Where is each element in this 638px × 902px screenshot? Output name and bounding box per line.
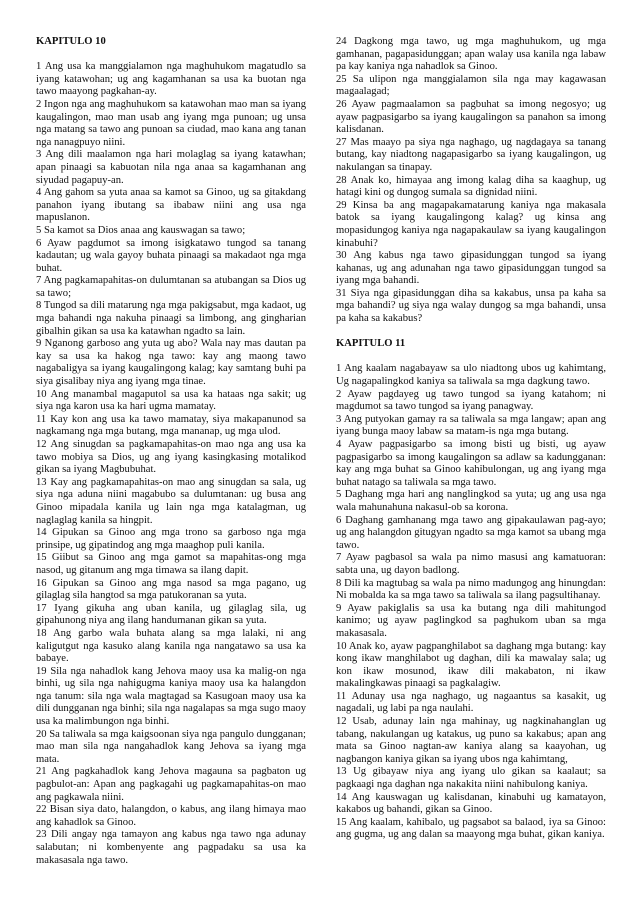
verse: 2 Ayaw pagdayeg ug tawo tungod sa iyang katahom; ni magdumot sa tawo tungod sa iyang panagway. — [336, 388, 606, 413]
verse: 27 Mas maayo pa siya nga naghago, ug nagdagaya sa tanang butang, kay niadtong nagapasigarbo sa iyang kaugalingon, ug nakulangan sa tinapay. — [336, 136, 606, 173]
verse: 15 Ang kaalam, kahibalo, ug pagsabot sa balaod, iya sa Ginoo: ang gugma, ug ang dalan sa maayong mga buhat, gikan kaniya. — [336, 816, 606, 841]
verse: 6 Daghang gamhanang mga tawo ang gipakaulawan pag-ayo; ug ang halangdon gitugyan ngadto sa mga kamot sa ubang mga tawo. — [336, 514, 606, 551]
verse: 13 Kay ang pagkamapahitas-on mao ang sinugdan sa sala, ug siya nga aduna niini magabubo sa dulumtanan: ug busa ang Ginoo mipadala kanila ug lain nga mga katalagman, ug naglaglag kanila sa hingpit. — [36, 476, 306, 526]
verse: 9 Nganong garboso ang yuta ug abo? Wala nay mas dautan pa kay sa usa ka hakog nga tawo: kay ang maong tawo nagabaligya sa iyang kaugalingong kalag; kay samtang buhi pa siya gisalibay niya ang iyang mga tinae. — [36, 338, 306, 388]
chapter-10-continued — [336, 36, 606, 326]
verse: 29 Kinsa ba ang magapakamatarung kaniya nga makasala batok sa iyang kaugalingong kalag? ug kinsa ang mopasidungog kaniya nga nagapakaulaw sa iyang kaugalingon kinabuhi? — [336, 199, 606, 249]
verse: 10 Anak ko, ayaw pagpanghilabot sa daghang mga butang: kay kong ikaw manghilabot ug daghan, dili ka mawalay sala; ug kon ikaw mosunod, ikaw dili makabaton, ni ikaw makalingkawas pinaagi sa pagkalagiw. — [336, 640, 606, 690]
verse: 26 Ayaw pagmaalamon sa pagbuhat sa imong negosyo; ug ayaw pagpasigarbo sa iyang kaugalingon sa panahon sa imong kalisdanan. — [336, 98, 606, 136]
verse: 23 Dili angay nga tamayon ang kabus nga tawo nga adunay salabutan; ni kombenyente ang pagpadaku sa usa ka makasasala nga tawo. — [36, 829, 306, 866]
verse: 18 Ang garbo wala buhata alang sa mga lalaki, ni ang kaligutgut nga kasuko alang kanila nga nangatawo sa usa ka babaye. — [36, 627, 306, 665]
verse: 14 Gipukan sa Ginoo ang mga trono sa garboso nga mga prinsipe, ug gipatindog ang mga maaghop puli kanila. — [36, 527, 306, 551]
verse: 10 Ang manambal magaputol sa usa ka hataas nga sakit; ug siya nga karon usa ka hari ugma mamatay. — [36, 388, 306, 413]
verse: 20 Sa taliwala sa mga kaigsoonan siya nga pangulo dungganan; mao man sila nga nangahadlok kang Jehova sa iyang mga mata. — [36, 728, 306, 765]
verse: 5 Daghang mga hari ang nanglingkod sa yuta; ug ang usa nga wala mahunahuna nakasul-ob sa korona. — [336, 489, 606, 513]
verse: 4 Ayaw pagpasigarbo sa imong bisti ug bisti, ug ayaw pagpasigarbo sa imong kaugalingon sa adlaw sa kadungganan: kay ang mga buhat sa Ginoo kahibulongan, ug ang iyang mga buhat natago sa taliwala sa mga tawo. — [336, 439, 606, 488]
chapter-11-heading: KAPITULO 11 — [336, 338, 406, 350]
verse: 7 Ang pagkamapahitas-on dulumtanan sa atubangan sa Dios ug sa tawo; — [36, 275, 306, 299]
verse: 28 Anak ko, himayaa ang imong kalag diha sa kaaghup, ug hatagi kini og dungog sumala sa dignidad niini. — [336, 174, 606, 199]
verse: 4 Ang gahom sa yuta anaa sa kamot sa Ginoo, ug sa gitakdang panahon iyang ibutang sa ibabaw niini ang usa nga mapuslanon. — [36, 187, 306, 224]
verse: 9 Ayaw pakiglalis sa usa ka butang nga dili mahitungod kanimo; ug ayaw paglingkod sa paghukom uban sa mga makasasala. — [336, 602, 606, 639]
verse: 22 Bisan siya dato, halangdon, o kabus, ang ilang himaya mao ang kahadlok sa Ginoo. — [36, 804, 306, 828]
verse: 13 Ug gibayaw niya ang iyang ulo gikan sa kaalaut; sa pagkaagi nga daghan nga nakakita niini nahibulong kaniya. — [336, 766, 606, 791]
right-column — [336, 36, 606, 866]
verse: 6 Ayaw pagdumot sa imong isigkatawo tungod sa tanang kadautan; ug wala gayoy buhata pinaagi sa makadaot nga mga buhat. — [36, 237, 306, 274]
verse: 1 Ang usa ka manggialamon nga maghuhukom magatudlo sa iyang katawohan; ug ang kagamhanan sa usa ka buotan nga tawo maayong pagkahan-ay. — [36, 61, 306, 98]
verse: 25 Sa ulipon nga manggialamon sila nga may kagawasan magaalagad; — [336, 73, 606, 98]
verse: 3 Ang dili maalamon nga hari molaglag sa iyang katawhan; apan pinaagi sa kabuotan nila nga anaa sa kagamhanan ang siyudad pagapuy-an. — [36, 149, 306, 186]
verse: 12 Usab, adunay lain nga mahinay, ug nagkinahanglan ug tabang, nakulangan ug katakus, ug puno sa kakabus; apan ang mata sa Ginoo nagtan-aw kaniya alang sa kaayohan, ug nagbangon kaniya gikan sa iyang ubos nga kahimtang, — [336, 716, 606, 765]
verse: 24 Dagkong mga tawo, ug mga maghuhukom, ug mga gamhanan, pagapasidunggan; apan walay usa kanila nga labaw pa kay kaniya nga nahadlok sa Ginoo. — [336, 36, 606, 73]
verse: 15 Giibut sa Ginoo ang mga gamot sa mapahitas-ong mga nasod, ug gitanum ang mga timawa sa ilang dapit. — [36, 552, 306, 576]
verse: 11 Adunay usa nga naghago, ug nagaantus sa kasakit, ug nagadali, ug labi pa nga naulahi. — [336, 690, 606, 715]
verse: 5 Sa kamot sa Dios anaa ang kauswagan sa tawo; — [36, 224, 246, 236]
verse: 2 Ingon nga ang maghuhukom sa katawohan mao man sa iyang kaugalingon, mao man usab ang iyang mga punoan; ug unsa nga matang sa tawo ang punoan sa ciudad, mao kana ang tanan nga nanagpuyo niini. — [36, 98, 306, 148]
verse: 19 Sila nga nahadlok kang Jehova maoy usa ka malig-on nga binhi, ug sila nga nahigugma kaniya maoy usa ka halangdon nga tanum: sila nga wala magtagad sa Kasugoan maoy usa ka dili dungganan nga binhi; sila nga nagalapas sa mga sugo maoy usa ka malimbungon nga binhi. — [36, 665, 306, 728]
verse: 8 Dili ka magtubag sa wala pa nimo madungog ang hinungdan: Ni mobalda ka sa mga tawo sa taliwala sa ilang pagsultihanay. — [336, 577, 606, 602]
verse: 11 Kay kon ang usa ka tawo mamatay, siya makapanunod sa nagkamang nga mga butang, mga mananap, ug mga ulod. — [36, 413, 306, 438]
verse: 7 Ayaw pagbasol sa wala pa nimo masusi ang kamatuoran: sabta una, ug dayon badlong. — [336, 552, 606, 576]
verse: 12 Ang sinugdan sa pagkamapahitas-on mao nga ang usa ka tawo mobiya sa Dios, ug ang iyang kasingkasing motalikod gikan sa iyang Magbubuhat. — [36, 439, 306, 476]
verse: 17 Iyang gikuha ang uban kanila, ug gilaglag sila, ug gipahunong niya ang ilang handumanan gikan sa yuta. — [36, 602, 306, 627]
verse: 21 Ang pagkahadlok kang Jehova magauna sa pagbaton ug pagbulot-an: Apan ang pagkagahi ug pagkamapahitas-on mao ang pagkawala niini. — [36, 766, 306, 803]
verse: 14 Ang kauswagan ug kalisdanan, kinabuhi ug kamatayon, kakabos ug bahandi, gikan sa Ginoo. — [336, 791, 606, 816]
verse: 8 Tungod sa dili matarung nga mga pakigsabut, mga kadaot, ug mga bahandi nga nakuha pinaagi sa limbong, ang gingharian gibalhin gikan sa usa ka katawhan ngadto sa lain. — [36, 300, 306, 337]
verse: 16 Gipukan sa Ginoo ang mga nasod sa mga pagano, ug gilaglag sila hangtod sa mga patukoranan sa yuta. — [36, 577, 306, 602]
verse: 1 Ang kaalam nagabayaw sa ulo niadtong ubos ug kahimtang, Ug nagapalingkod kaniya sa taliwala sa mga dagkung tawo. — [336, 363, 606, 388]
chapter-11-verses — [336, 363, 606, 842]
chapter-10-heading: KAPITULO 10 — [36, 36, 106, 47]
verse: 31 Siya nga gipasidunggan diha sa kakabus, unsa pa kaha sa mga bahandi? ug siya nga walay dungog sa mga bahandi, unsa pa kaha sa kakabus? — [336, 287, 606, 325]
document-page — [36, 36, 606, 866]
verse: 30 Ang kabus nga tawo gipasidunggan tungod sa iyang kahanas, ug ang adunahan nga tawo gipasidunggan tungod sa iyang mga bahandi. — [336, 250, 606, 287]
left-column — [36, 36, 306, 866]
verse: 3 Ang putyokan gamay ra sa taliwala sa mga langaw; apan ang iyang bunga maoy labaw sa matam-is nga mga butang. — [336, 413, 606, 438]
